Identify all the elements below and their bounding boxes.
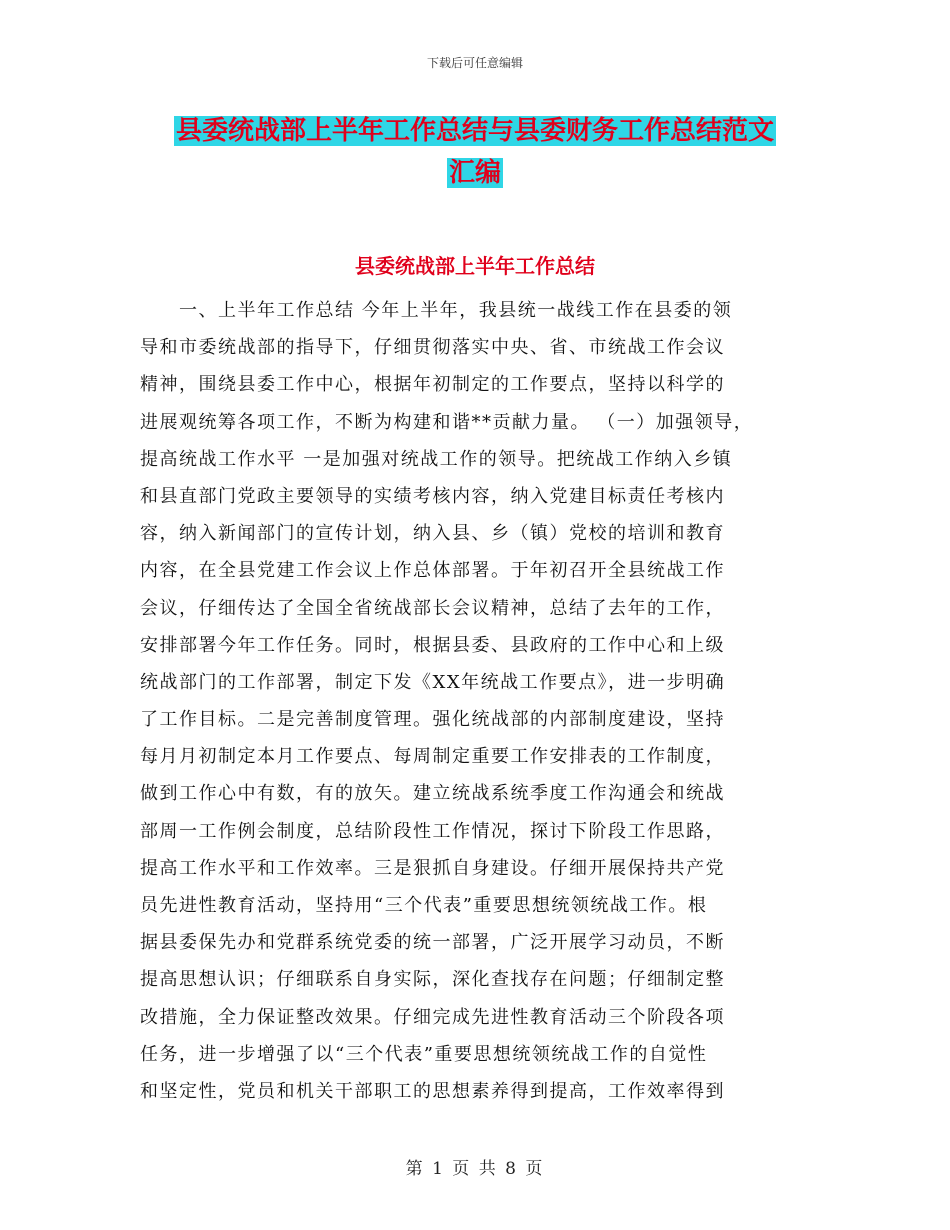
body-line: 了工作目标。二是完善制度管理。强化统战部的内部制度建设，坚持 [140, 709, 725, 731]
body-line: 部周一工作例会制度，总结阶段性工作情况，探讨下阶段工作思路， [140, 820, 725, 842]
body-line: 提高统战工作水平 一是加强对统战工作的领导。把统战工作纳入乡镇 [140, 448, 733, 470]
document-title-line-1 [0, 114, 950, 148]
body-line: 据县委保先办和党群系统党委的统一部署，广泛开展学习动员，不断 [140, 932, 725, 954]
page-footer: 第 1 页 共 8 页 [405, 1159, 545, 1179]
body-line: 精神，围绕县委工作中心，根据年初制定的工作要点，坚持以科学的 [140, 374, 725, 396]
title-highlight: 县委统战部上半年工作总结与县委财务工作总结范文 [175, 116, 774, 146]
body-line: 进展观统筹各项工作，不断为构建和谐**贡献力量。 （一）加强领导， [140, 411, 754, 433]
body-paragraph [140, 292, 820, 1110]
page-header-note: 下载后可任意编辑 [426, 56, 523, 70]
body-line: 任务，进一步增强了以“三个代表”重要思想统领统战工作的自觉性 [140, 1043, 708, 1065]
body-line: 和县直部门党政主要领导的实绩考核内容，纳入党建目标责任考核内 [140, 485, 725, 507]
body-line: 和坚定性，党员和机关干部职工的思想素养得到提高，工作效率得到 [140, 1080, 725, 1102]
body-line: 每月月初制定本月工作要点、每周制定重要工作安排表的工作制度， [140, 746, 725, 768]
body-line: 提高思想认识；仔细联系自身实际，深化查找存在问题；仔细制定整 [140, 969, 725, 991]
body-line: 导和市委统战部的指导下，仔细贯彻落实中央、省、市统战工作会议 [140, 337, 725, 359]
body-line: 员先进性教育活动，坚持用“三个代表”重要思想统领统战工作。根 [140, 895, 708, 916]
body-line: 一、上半年工作总结 今年上半年，我县统一战线工作在县委的领 [140, 300, 733, 321]
body-line: 统战部门的工作部署，制定下发《XX年统战工作要点》，进一步明确 [140, 671, 726, 693]
title-highlight: 汇编 [448, 158, 501, 188]
body-line: 容，纳入新闻部门的宣传计划，纳入县、乡（镇）党校的培训和教育 [140, 523, 725, 545]
section-title: 县委统战部上半年工作总结 [355, 254, 595, 278]
body-line: 改措施，全力保证整改效果。仔细完成先进性教育活动三个阶段各项 [140, 1006, 725, 1028]
body-line: 会议，仔细传达了全国全省统战部长会议精神，总结了去年的工作， [140, 597, 725, 619]
document-title-line-2 [0, 156, 950, 190]
body-line: 内容，在全县党建工作会议上作总体部署。于年初召开全县统战工作 [140, 560, 725, 582]
body-line: 做到工作心中有数，有的放矢。建立统战系统季度工作沟通会和统战 [140, 783, 725, 805]
body-line: 提高工作水平和工作效率。三是狠抓自身建设。仔细开展保持共产党 [140, 857, 725, 879]
body-line: 安排部署今年工作任务。同时，根据县委、县政府的工作中心和上级 [140, 634, 725, 656]
